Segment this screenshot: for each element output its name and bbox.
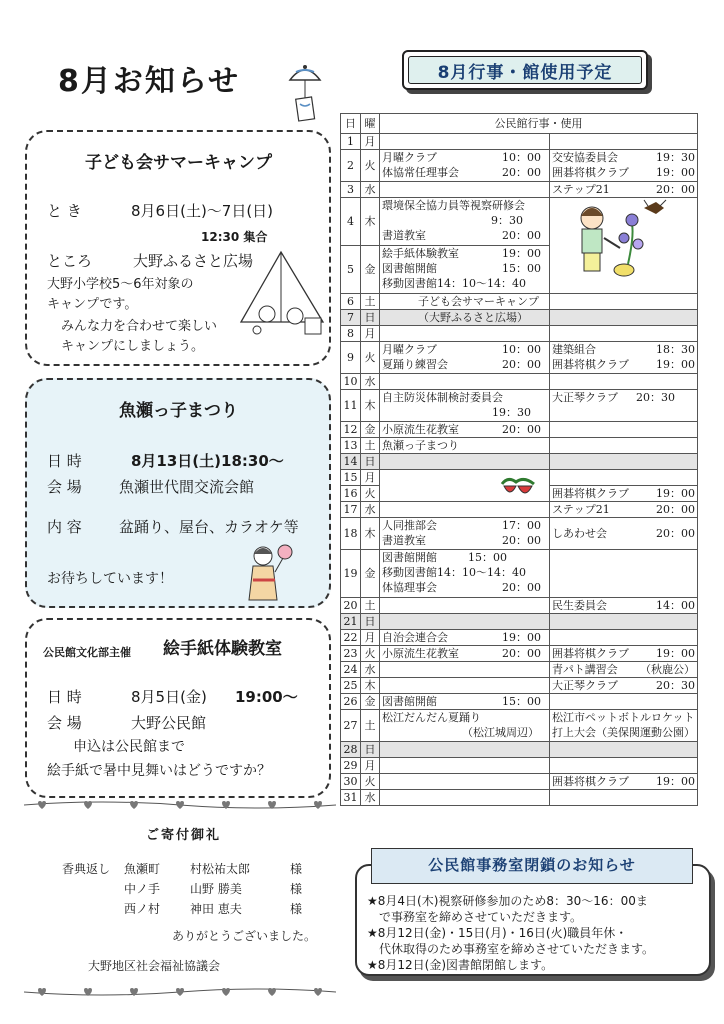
- day-number: 8: [341, 326, 361, 342]
- event-time: 15：00: [502, 262, 541, 275]
- event-text: 民生委員会: [552, 599, 607, 612]
- etegami-title: 絵手紙体験教室: [163, 639, 282, 659]
- event-text: 書道教室: [382, 229, 426, 242]
- event-text: 囲碁将棋クラブ: [552, 166, 629, 179]
- day-number: 23: [341, 646, 361, 662]
- day-number: 27: [341, 710, 361, 742]
- event-cell: [550, 598, 698, 614]
- table-row: [341, 678, 698, 694]
- event-time: 14：00: [656, 599, 695, 612]
- event-time: 20：00: [502, 647, 541, 660]
- page-title: 8月お知らせ: [58, 64, 240, 99]
- event-time: 19：00: [502, 631, 541, 644]
- weekday: 水: [361, 790, 380, 806]
- event-text: 自治会連合会: [382, 631, 448, 644]
- event-cell: [380, 630, 550, 646]
- weekday: 月: [361, 326, 380, 342]
- event-text: 大正琴クラブ: [552, 391, 618, 404]
- event-time: 19：00: [502, 247, 541, 260]
- camp-line3: みんな力を合わせて楽しい: [61, 319, 218, 334]
- donation-thanks: ありがとうございました。: [172, 929, 317, 943]
- closure-line5: ★8月12日(金)図書館閉館します。: [367, 958, 554, 972]
- event-cell: [550, 390, 698, 422]
- event-time: 20：00: [656, 183, 695, 196]
- schedule-banner-title: 8月行事・館使用予定: [408, 56, 642, 84]
- event-time: 20：00: [502, 534, 541, 547]
- event-cell: [380, 438, 550, 454]
- event-text: 小原流生花教室: [382, 423, 459, 436]
- event-time: 19：00: [656, 647, 695, 660]
- event-cell: [380, 246, 550, 294]
- event-cell: [550, 710, 698, 742]
- table-row: [341, 694, 698, 710]
- weekday: 水: [361, 374, 380, 390]
- day-number: 11: [341, 390, 361, 422]
- weekday: 金: [361, 550, 380, 598]
- event-cell: [380, 342, 550, 374]
- donation-row-3-place: 西ノ村: [124, 902, 161, 916]
- day-number: 14: [341, 454, 361, 470]
- weekday: 木: [361, 678, 380, 694]
- etegami-when-time: 19:00～: [235, 688, 298, 706]
- event-cell: [550, 182, 698, 198]
- event-time: 20：00: [502, 423, 541, 436]
- event-cell: [550, 342, 698, 374]
- donation-row-3-name: 神田 恵夫: [190, 902, 242, 916]
- weekday: 火: [361, 342, 380, 374]
- day-number: 13: [341, 438, 361, 454]
- event-text: 囲碁将棋クラブ: [552, 487, 629, 500]
- day-number: 28: [341, 742, 361, 758]
- camp-line1: 大野小学校5～6年対象の: [47, 277, 194, 292]
- event-time: 20：00: [656, 503, 695, 516]
- event-time: 19：30: [492, 406, 531, 419]
- camp-when-label: と き: [47, 202, 82, 220]
- table-row: [341, 614, 698, 630]
- event-text: 移動図書館14：10～14：40: [382, 566, 526, 579]
- table-row: [341, 422, 698, 438]
- event-cell: [380, 294, 550, 310]
- festival-venue-value: 魚瀬世代間交流会館: [119, 478, 255, 496]
- weekday: 火: [361, 150, 380, 182]
- table-row: [341, 518, 698, 550]
- event-time: 20：30: [636, 391, 675, 404]
- day-number: 17: [341, 502, 361, 518]
- table-row: [341, 598, 698, 614]
- festival-notice: [25, 378, 331, 608]
- weekday: 木: [361, 390, 380, 422]
- weekday: 日: [361, 310, 380, 326]
- event-cell: [380, 550, 550, 598]
- event-cell: [550, 774, 698, 790]
- event-time: 10：00: [502, 343, 541, 356]
- event-time: 18：30: [656, 343, 695, 356]
- closure-line4: 代休取得のため事務室を締めさせていただきます。: [379, 942, 655, 956]
- camp-title: 子ども会サマーキャンプ: [85, 153, 272, 173]
- festival-title: 魚瀬っ子まつり: [119, 401, 238, 421]
- weekday: 金: [361, 246, 380, 294]
- table-row: [341, 790, 698, 806]
- event-text: 打上大会（美保関運動公園）: [552, 726, 695, 739]
- table-row: [341, 198, 698, 246]
- event-cell: [380, 390, 550, 422]
- festival-when-label: 日 時: [47, 452, 82, 470]
- day-number: 21: [341, 614, 361, 630]
- weekday: 金: [361, 694, 380, 710]
- day-number: 2: [341, 150, 361, 182]
- yukata-girl-illustration: [237, 542, 297, 604]
- event-text: 小原流生花教室: [382, 647, 459, 660]
- day-number: 24: [341, 662, 361, 678]
- table-row: [341, 342, 698, 374]
- table-row: [341, 310, 698, 326]
- donation-title: ご寄付御礼: [146, 828, 222, 843]
- donation-row-3-honorific: 様: [290, 902, 303, 916]
- weekday: 火: [361, 486, 380, 502]
- day-number: 3: [341, 182, 361, 198]
- weekday: 日: [361, 614, 380, 630]
- event-cell: [380, 518, 550, 550]
- weekday: 木: [361, 518, 380, 550]
- event-time: 19：00: [656, 775, 695, 788]
- event-time: 15：00: [468, 551, 507, 564]
- etegami-notice: [25, 618, 331, 798]
- table-row: [341, 710, 698, 742]
- day-number: 20: [341, 598, 361, 614]
- office-closure-notice: [355, 856, 711, 976]
- event-text: 子ども会サマーキャンプ: [418, 295, 539, 308]
- event-text: （大野ふるさと広場）: [418, 311, 528, 324]
- etegami-venue-value: 大野公民館: [131, 714, 207, 732]
- event-text: 囲碁将棋クラブ: [552, 358, 629, 371]
- event-time: 19：00: [656, 358, 695, 371]
- event-cell: [380, 422, 550, 438]
- event-text: 松江市ペットボトルロケット: [552, 711, 695, 724]
- table-row: [341, 470, 698, 486]
- event-text: 移動図書館14：10～14：40: [382, 277, 526, 290]
- event-text: 囲碁将棋クラブ: [552, 647, 629, 660]
- day-number: 1: [341, 134, 361, 150]
- table-row: [341, 294, 698, 310]
- day-number: 7: [341, 310, 361, 326]
- festival-content-value: 盆踊り、屋台、カラオケ等: [119, 518, 299, 536]
- table-row: [341, 134, 698, 150]
- table-row: [341, 758, 698, 774]
- weekday: 月: [361, 470, 380, 486]
- event-text: 図書館開館: [382, 551, 437, 564]
- event-cell: [550, 518, 698, 550]
- table-row: [341, 630, 698, 646]
- event-cell: [550, 678, 698, 694]
- event-cell: [380, 150, 550, 182]
- donation-row-2-honorific: 様: [290, 882, 303, 896]
- event-cell: [380, 710, 550, 742]
- day-number: 26: [341, 694, 361, 710]
- weekday: 土: [361, 710, 380, 742]
- event-time: 20：30: [656, 679, 695, 692]
- event-time: 20：00: [502, 581, 541, 594]
- weekday: 火: [361, 774, 380, 790]
- strawberry-icon: [498, 474, 538, 500]
- table-row: [341, 454, 698, 470]
- event-cell: [550, 486, 698, 502]
- day-number: 4: [341, 198, 361, 246]
- event-time: （秋鹿公）: [640, 663, 695, 676]
- event-text: 体協理事会: [382, 581, 437, 594]
- event-text: 環境保全協力員等視察研修会: [382, 199, 525, 212]
- closure-line2: で事務室を締めさせていただきます。: [379, 910, 583, 924]
- camp-line2: キャンプです。: [47, 297, 138, 312]
- event-cell: [550, 662, 698, 678]
- table-row: [341, 742, 698, 758]
- etegami-note2: 絵手紙で暑中見舞いはどうですか？: [47, 763, 271, 779]
- event-cell: [380, 310, 550, 326]
- day-number: 5: [341, 246, 361, 294]
- event-text: 夏踊り練習会: [382, 358, 448, 371]
- camp-where-label: ところ: [47, 252, 93, 270]
- donation-org: 大野地区社会福祉協議会: [88, 959, 221, 973]
- event-time: 17：00: [502, 519, 541, 532]
- col-weekday: 曜: [361, 114, 380, 134]
- day-number: 30: [341, 774, 361, 790]
- event-cell: [380, 198, 550, 246]
- event-text: ステップ21: [552, 183, 610, 196]
- schedule-banner: [402, 50, 648, 90]
- event-text: 書道教室: [382, 534, 426, 547]
- event-time: 20：00: [502, 229, 541, 242]
- weekday: 日: [361, 742, 380, 758]
- event-time: 20：00: [502, 166, 541, 179]
- day-number: 31: [341, 790, 361, 806]
- event-time: 20：00: [656, 527, 695, 540]
- day-number: 9: [341, 342, 361, 374]
- table-row: [341, 438, 698, 454]
- schedule-table: [340, 113, 698, 806]
- weekday: 金: [361, 422, 380, 438]
- col-day: 日: [341, 114, 361, 134]
- event-text: 松江だんだん夏踊り: [382, 711, 481, 724]
- heart-border-top: [24, 799, 336, 811]
- closure-line3: ★8月12日(金)・15日(月)・16日(火)職員年休・: [367, 926, 628, 940]
- event-time: 19：00: [656, 487, 695, 500]
- weekday: 日: [361, 454, 380, 470]
- weekday: 月: [361, 630, 380, 646]
- event-text: ステップ21: [552, 503, 610, 516]
- donation-row-2-name: 山野 勝美: [190, 882, 242, 896]
- table-row: [341, 326, 698, 342]
- table-row: [341, 150, 698, 182]
- weekday: 火: [361, 646, 380, 662]
- festival-closing: お待ちしています！: [47, 571, 173, 587]
- tent-camp-illustration: [237, 244, 327, 340]
- event-time: 19：00: [656, 166, 695, 179]
- day-number: 12: [341, 422, 361, 438]
- day-number: 22: [341, 630, 361, 646]
- festival-when-value: 8月13日(土)18:30～: [131, 452, 284, 470]
- table-row: [341, 374, 698, 390]
- day-number: 29: [341, 758, 361, 774]
- weekday: 水: [361, 662, 380, 678]
- weekday: 水: [361, 182, 380, 198]
- camp-notice: [25, 130, 331, 366]
- etegami-venue-label: 会 場: [47, 714, 82, 732]
- event-cell: [380, 694, 550, 710]
- festival-venue-label: 会 場: [47, 478, 82, 496]
- wind-chime-icon: [282, 58, 328, 124]
- table-row: [341, 646, 698, 662]
- event-cell: [550, 646, 698, 662]
- event-text: 図書館開館: [382, 695, 437, 708]
- event-text: 大正琴クラブ: [552, 679, 618, 692]
- camp-time: 12:30 集合: [201, 230, 268, 244]
- table-row: [341, 182, 698, 198]
- donation-row-1-honorific: 様: [290, 862, 303, 876]
- camp-line4: キャンプにしましょう。: [61, 339, 205, 354]
- etegami-when-label: 日 時: [47, 688, 82, 706]
- closure-line1: ★8月4日(木)視察研修参加のため8：30～16：00ま: [367, 894, 648, 908]
- event-text: 自主防災体制検討委員会: [382, 391, 503, 404]
- event-text: 月曜クラブ: [382, 151, 437, 164]
- donation-row-2-place: 中ノ手: [124, 882, 161, 896]
- event-time: 10：00: [502, 151, 541, 164]
- event-text: 図書館開館: [382, 262, 437, 275]
- day-number: 18: [341, 518, 361, 550]
- table-row: [341, 550, 698, 598]
- event-text: 建築組合: [552, 343, 596, 356]
- weekday: 土: [361, 438, 380, 454]
- event-text: 魚瀬っ子まつり: [382, 439, 459, 452]
- weekday: 水: [361, 502, 380, 518]
- donation-category: 香典返し: [62, 862, 111, 876]
- festival-content-label: 内 容: [47, 518, 82, 536]
- day-number: 15: [341, 470, 361, 486]
- event-time: 20：00: [502, 358, 541, 371]
- etegami-sponsor: 公民館文化部主催: [43, 646, 131, 659]
- camp-when-value: 8月6日(土)～7日(日): [131, 202, 274, 220]
- event-cell: [550, 502, 698, 518]
- camp-where-value: 大野ふるさと広場: [133, 252, 254, 270]
- table-row: [341, 662, 698, 678]
- donation-row-1-place: 魚瀬町: [124, 862, 161, 876]
- event-time: 19：30: [656, 151, 695, 164]
- heart-border-bottom: [24, 986, 336, 998]
- event-text: 青パト講習会: [552, 663, 618, 676]
- weekday: 月: [361, 134, 380, 150]
- event-text: 体協常任理事会: [382, 166, 459, 179]
- event-text: （松江城周辺）: [462, 726, 539, 739]
- table-header-row: [341, 114, 698, 134]
- table-row: [341, 774, 698, 790]
- closure-title: 公民館事務室閉鎖のお知らせ: [428, 856, 636, 874]
- event-cell: [550, 150, 698, 182]
- etegami-when-date: 8月5日(金): [131, 688, 207, 706]
- event-text: 月曜クラブ: [382, 343, 437, 356]
- day-number: 19: [341, 550, 361, 598]
- day-number: 16: [341, 486, 361, 502]
- table-row: [341, 502, 698, 518]
- event-text: しあわせ会: [552, 527, 607, 540]
- event-time: 15：00: [502, 695, 541, 708]
- weekday: 木: [361, 198, 380, 246]
- illustration-cell: [380, 470, 550, 502]
- event-time: 9：30: [491, 214, 523, 227]
- illustration-cell: [550, 198, 698, 294]
- weekday: 月: [361, 758, 380, 774]
- event-cell: [380, 646, 550, 662]
- table-row: [341, 390, 698, 422]
- day-number: 6: [341, 294, 361, 310]
- day-number: 10: [341, 374, 361, 390]
- weekday: 土: [361, 598, 380, 614]
- gardening-girl-illustration: [564, 198, 670, 280]
- event-text: 人同推部会: [382, 519, 437, 532]
- event-text: 交安協委員会: [552, 151, 618, 164]
- etegami-note1: 申込は公民館まで: [73, 739, 185, 755]
- donation-row-1-name: 村松祐太郎: [190, 862, 251, 876]
- event-text: 囲碁将棋クラブ: [552, 775, 629, 788]
- day-number: 25: [341, 678, 361, 694]
- weekday: 土: [361, 294, 380, 310]
- col-events: 公民館行事・使用: [380, 114, 698, 134]
- event-text: 絵手紙体験教室: [382, 247, 459, 260]
